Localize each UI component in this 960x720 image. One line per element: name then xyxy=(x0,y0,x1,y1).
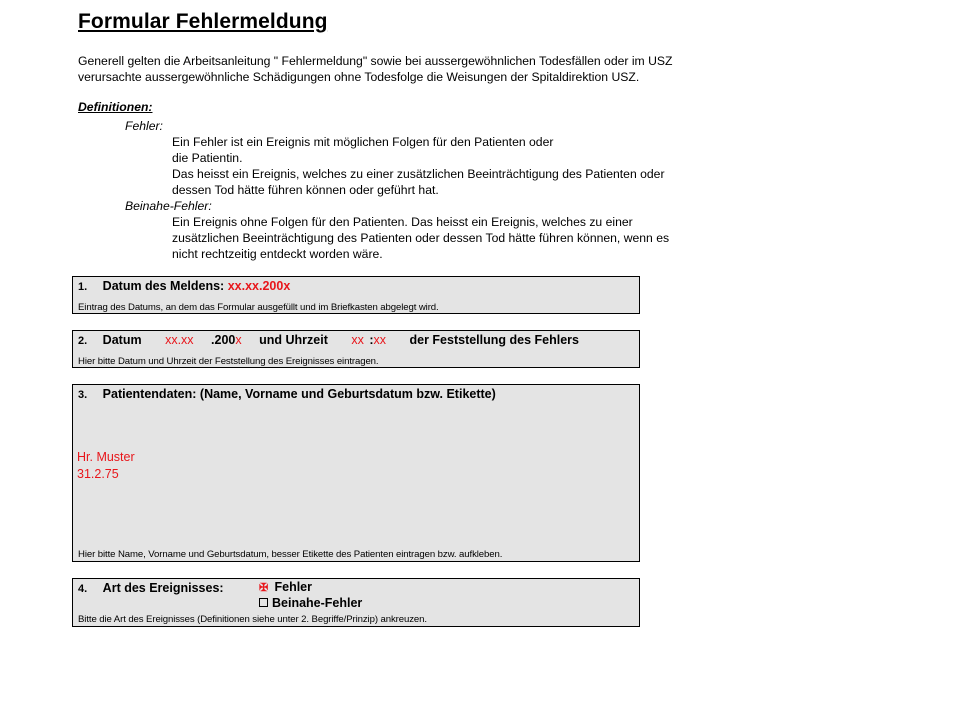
section-3-patient-data xyxy=(72,384,640,562)
fehler-term: Fehler: xyxy=(125,119,163,133)
beinahe-definition-line: zusätzlichen Beeinträchtigung des Patienten oder dessen Tod hätte führen können, wenn es xyxy=(172,231,670,245)
option-fehler[interactable] xyxy=(259,580,312,594)
report-date-value[interactable]: xx.xx.200x xyxy=(227,279,291,293)
beinahe-definition-line: nicht rechtzeitig entdeckt worden wäre. xyxy=(172,247,383,261)
section-note: Hier bitte Datum und Uhrzeit der Feststellung des Ereignisses eintragen. xyxy=(78,356,379,367)
beinahe-definition-line: Ein Ereignis ohne Folgen für den Patienten. Das heisst ein Ereignis, welches zu einer xyxy=(172,215,633,229)
section-number: 1. xyxy=(78,281,88,293)
intro-line-2: verursachte aussergewöhnliche Schädigungen ohne Todesfolge die Weisungen der Spitaldirektion USZ. xyxy=(78,70,640,84)
report-date-label: Datum des Meldens: xyxy=(102,279,225,293)
patient-dob-value[interactable]: 31.2.75 xyxy=(77,467,119,481)
time-colon: : xyxy=(369,333,374,347)
section-number: 2. xyxy=(78,335,88,347)
section-1-report-date xyxy=(72,276,640,314)
section-note: Hier bitte Name, Vorname und Geburtsdatum, besser Etikette des Patienten eintragen bzw. aufkleben. xyxy=(78,549,503,560)
patient-name-value[interactable]: Hr. Muster xyxy=(77,450,135,464)
year-prefix-label: .200 xyxy=(211,333,236,347)
page-title: Formular Fehlermeldung xyxy=(78,10,328,33)
option-beinahe-fehler[interactable] xyxy=(259,596,362,610)
fehler-definition-line: die Patientin. xyxy=(172,151,243,165)
section-number: 3. xyxy=(78,389,88,401)
checked-checkbox-icon[interactable]: ✠ xyxy=(259,582,269,594)
beinahe-fehler-term: Beinahe-Fehler: xyxy=(125,199,212,213)
detection-label: der Feststellung des Fehlers xyxy=(409,333,579,347)
section-2-detection-datetime xyxy=(72,330,640,368)
detection-year-value[interactable]: x xyxy=(235,333,242,347)
fehler-definition-line: Das heisst ein Ereignis, welches zu einer zusätzlichen Beeinträchtigung des Patienten oder xyxy=(172,167,665,181)
detection-day-value[interactable]: xx.xx xyxy=(165,333,194,347)
option-label: Fehler xyxy=(274,580,312,594)
section-note: Bitte die Art des Ereignisses (Definitionen siehe unter 2. Begriffe/Prinzip) ankreuzen. xyxy=(78,614,427,625)
fehler-definition-line: Ein Fehler ist ein Ereignis mit möglichen Folgen für den Patienten oder xyxy=(172,135,554,149)
section-number: 4. xyxy=(78,583,88,595)
unchecked-checkbox-icon[interactable] xyxy=(259,598,268,607)
datum-label: Datum xyxy=(102,333,142,347)
fehler-definition-line: dessen Tod hätte führen können oder geführt hat. xyxy=(172,183,439,197)
event-type-label: Art des Ereignisses: xyxy=(102,581,224,595)
definitions-heading: Definitionen: xyxy=(78,100,153,114)
option-label: Beinahe-Fehler xyxy=(272,596,363,610)
detection-hour-value[interactable]: xx xyxy=(351,333,364,347)
section-note: Eintrag des Datums, an dem das Formular ausgefüllt und im Briefkasten abgelegt wird. xyxy=(78,302,439,313)
patient-data-label: Patientendaten: (Name, Vorname und Geburtsdatum bzw. Etikette) xyxy=(102,387,496,401)
detection-minute-value[interactable]: xx xyxy=(373,333,386,347)
section-4-event-type xyxy=(72,578,640,627)
intro-line-1: Generell gelten die Arbeitsanleitung " Fehlermeldung" sowie bei aussergewöhnlichen Todesfällen oder im USZ xyxy=(78,54,673,68)
uhrzeit-label: und Uhrzeit xyxy=(259,333,328,347)
